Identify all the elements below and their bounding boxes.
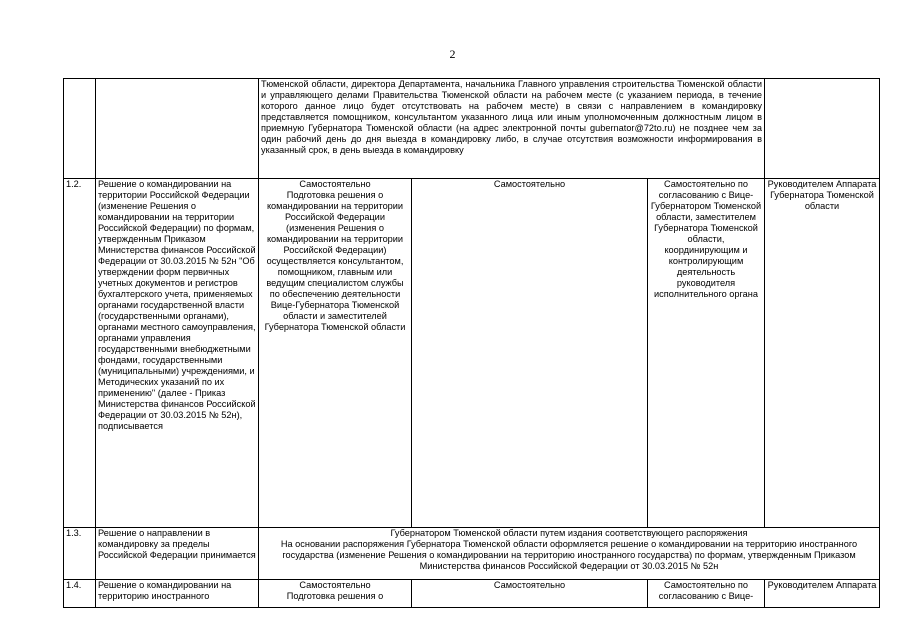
row-title: Решение о командировании на территорию иностранного — [96, 580, 259, 608]
row-col3-title: Самостоятельно — [299, 580, 371, 590]
row-number: 1.2. — [64, 179, 96, 528]
row-empty-cell — [765, 79, 880, 179]
row-col5: Самостоятельно по согласованию с Вице-Губернатором Тюменской области, заместителем Губернатора Тюменской области, координирующим и контролирующим деятельность руководителя исполнительного органа — [648, 179, 765, 528]
row-col4: Самостоятельно — [412, 580, 648, 608]
row-col3-body: Подготовка решения о командировании на территории Российской Федерации (изменения Решения о командировании на территории Российской Федерации) осуществляется консультантом, помощником, главным или ведущим специалистом службы по обеспечению деятельности Вице-Губернатора Тюменской области и заместителей Губернатора Тюменской области — [264, 190, 406, 332]
row-col5: Самостоятельно по согласованию с Вице- — [648, 580, 765, 608]
row-col3-title: Самостоятельно — [299, 179, 371, 189]
row-num-cell — [64, 79, 96, 179]
row-col3 — [259, 179, 412, 528]
row-col3 — [259, 580, 412, 608]
row-col6: Руководителем Аппарата Губернатора Тюменской области — [765, 179, 880, 528]
row-merged-line1: Губернатором Тюменской области путем издания соответствующего распоряжения — [390, 528, 748, 538]
row-number: 1.3. — [64, 528, 96, 580]
row-col3-body: Подготовка решения о — [286, 591, 384, 601]
table-row — [64, 528, 880, 580]
row-title: Решение о направлении в командировку за пределы Российской Федерации принимается — [96, 528, 259, 580]
table-row — [64, 580, 880, 608]
table-row — [64, 179, 880, 528]
row-merged-line2: На основании распоряжения Губернатора Тюменской области оформляется решение о командировании на территорию иностранного государства (изменение Решения о командировании на территорию иностранного государства) по формам, утвержденным Приказом Министерства финансов Российской Федерации от 30.03.2015 № 52н — [280, 539, 858, 571]
row-title: Решение о командировании на территории Российской Федерации (изменение Решения о командировании на территории Российской Федерации) по формам, утвержденным Приказом Министерства финансов Российской Федерации от 30.03.2015 № 52н "Об утверждении форм первичных учетных документов и регистров бухгалтерского учета, применяемых органами государственной власти (государственными органами), органами местного самоуправления, органами управления государственными внебюджетными фондами, государственными (муниципальными) учреждениями, и Методических указаний по их применению" (далее - Приказ Министерства финансов Российской Федерации от 30.03.2015 № 52н), подписывается — [96, 179, 259, 528]
continuation-text: Тюменской области, директора Департамента, начальника Главного управления строительства Тюменской области и управляющего делами Правительства Тюменской области на рабочем месте (с указанием периода, в течение которого данное лицо будет отсутствовать на рабочем месте) в связи с направлением в командировку представляется помощником, консультантом указанного лица или иным уполномоченным должностным лицом в приемную Губернатора Тюменской области (на адрес электронной почты gubernator@72to.ru) не позднее чем за один рабочий день до дня выезда в командировку либо, в случае отсутствия возможности информирования в указанный срок, в день выезда в командировку — [259, 79, 765, 179]
row-merged-cell — [259, 528, 880, 580]
row-col6: Руководителем Аппарата — [765, 580, 880, 608]
page-number: 2 — [449, 47, 456, 61]
row-col4: Самостоятельно — [412, 179, 648, 528]
regulation-table — [63, 78, 880, 608]
row-title-cell — [96, 79, 259, 179]
table-row-continuation — [64, 79, 880, 179]
row-number: 1.4. — [64, 580, 96, 608]
